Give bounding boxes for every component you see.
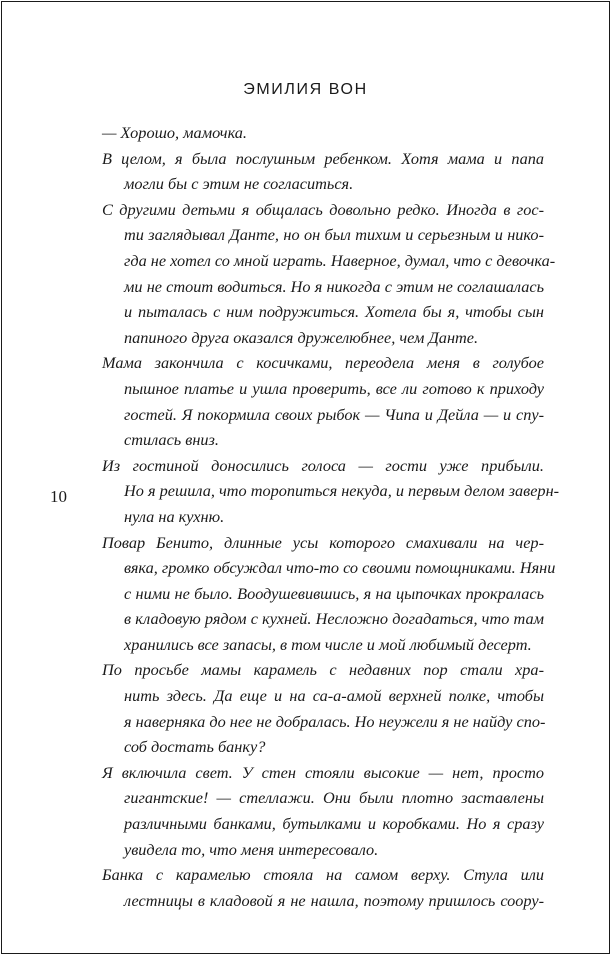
text-line: Но я решила, что торопиться некуда, и первым делом заверн- xyxy=(124,481,560,501)
text-line: Мама закончила с косичками, переодела меня в голубое xyxy=(102,353,544,373)
text-line: хранились все запасы, в том числе и мой любимый десерт. xyxy=(124,634,532,654)
text-line: могли бы с этим не согласиться. xyxy=(124,174,354,194)
running-head: ЭМИЛИЯ ВОН xyxy=(243,81,368,98)
page-number: 10 xyxy=(50,487,67,506)
text-line: и пыталась с ним подружиться. Хотела бы я, чтобы сын xyxy=(124,302,544,322)
text-line: в кладовую рядом с кухней. Несложно догадаться, что там xyxy=(124,609,544,629)
text-line: различными банками, бутылками и коробками. Но я сразу xyxy=(124,814,544,834)
text-line: Я включила свет. У стен стояли высокие — нет, просто xyxy=(102,762,544,782)
text-line: я наверняка до нее не добралась. Но неужели я не найду спо- xyxy=(124,711,546,731)
text-line: По просьбе мамы карамель с недавних пор стали хра- xyxy=(102,660,544,680)
text-line: стилась вниз. xyxy=(124,430,219,450)
text-line: увидела то, что меня интересовало. xyxy=(124,839,379,859)
text-line: папиного друга оказался дружелюбнее, чем Данте. xyxy=(124,327,479,347)
text-line: гостей. Я покормила своих рыбок — Чипа и Дейла — и спу- xyxy=(124,404,544,424)
text-line: гигантские! — стеллажи. Они были плотно заставлены xyxy=(124,788,544,808)
text-line: нить здесь. Да еще и на са-а-амой верхней полке, чтобы xyxy=(124,686,544,706)
text-line: вяка, громко обсуждал что-то со своими помощниками. Няни xyxy=(124,558,556,578)
text-line: ти заглядывал Данте, но он был тихим и серьезным и нико- xyxy=(124,225,544,245)
text-line: лестницы в кладовой я не нашла, поэтому пришлось соору- xyxy=(124,890,544,910)
text-line: С другими детьми я общалась довольно редко. Иногда в гос- xyxy=(102,199,544,219)
text-line: с ними не было. Воодушевившись, я на цыпочках прокралась xyxy=(124,583,544,603)
text-line: Повар Бенито, длинные усы которого смахивали на чер- xyxy=(102,532,544,552)
text-line: гда не хотел со мной играть. Наверное, думал, что с девочка- xyxy=(124,250,556,270)
text-line: — Хорошо, мамочка. xyxy=(102,123,247,142)
text-line: ми не стоит водиться. Но я никогда с этим не соглашалась xyxy=(124,276,544,296)
text-line: нула на кухню. xyxy=(124,506,225,526)
body-text xyxy=(102,120,560,913)
book-page xyxy=(1,1,610,954)
text-line: Из гостиной доносились голоса — гости уже прибыли. xyxy=(102,455,544,475)
text-line: В целом, я была послушным ребенком. Хотя мама и папа xyxy=(102,148,544,168)
text-line: пышное платье и ушла проверить, все ли готово к приходу xyxy=(124,378,544,398)
text-line: соб достать банку? xyxy=(124,737,266,757)
text-line: Банка с карамелью стояла на самом верху. Стула или xyxy=(102,865,544,885)
